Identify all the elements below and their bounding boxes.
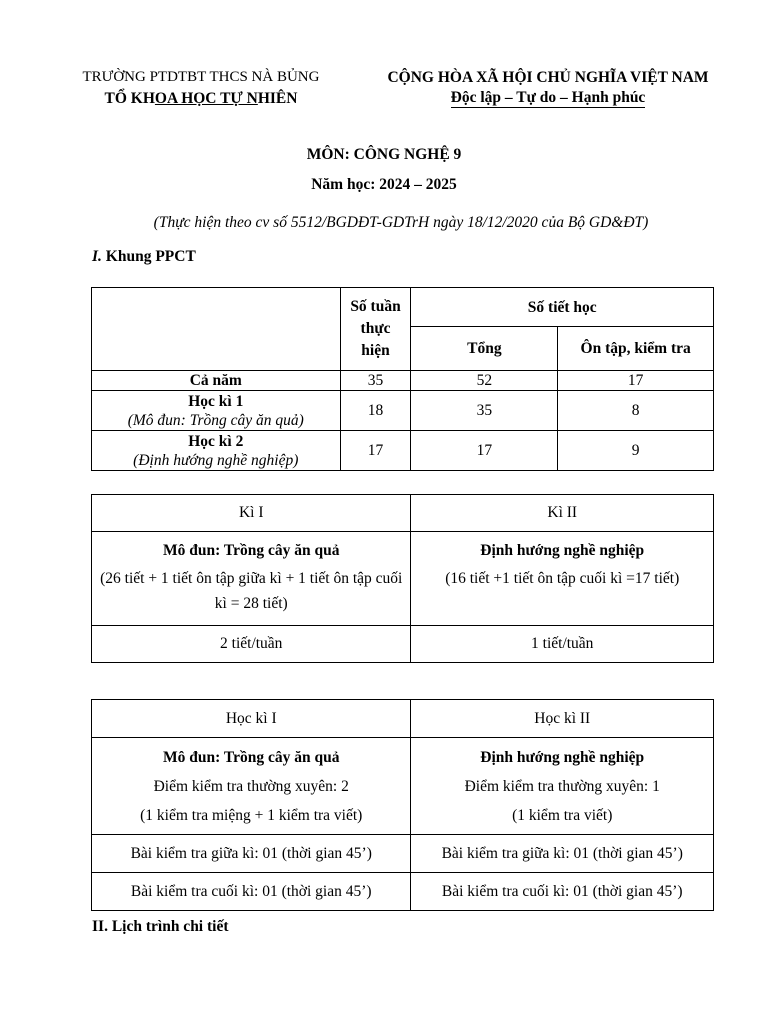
- cell-weeks: 18: [340, 391, 411, 431]
- term2-header: Kì II: [411, 495, 714, 532]
- term-schedule-table: [91, 494, 714, 663]
- semester1-regular-tests: Điểm kiểm tra thường xuyên: 2: [153, 777, 349, 795]
- semester1-regular-detail: (1 kiểm tra miệng + 1 kiểm tra viết): [140, 806, 363, 824]
- section-heading-schedule: II. Lịch trình chi tiết: [92, 918, 229, 935]
- semester2-header: Học kì II: [411, 700, 714, 738]
- term2-content: [411, 532, 714, 626]
- header-right: [362, 67, 734, 109]
- table-row: [92, 371, 714, 391]
- term1-header: Kì I: [92, 495, 411, 532]
- national-motto: Độc lập – Tự do – Hạnh phúc: [450, 89, 646, 106]
- col-weeks-header: Số tuần thực hiện: [340, 288, 411, 371]
- cell-total: 52: [411, 371, 558, 391]
- school-name: TRƯỜNG PTDTBT THCS NÀ BỦNG: [82, 69, 320, 85]
- subject-title: MÔN: CÔNG NGHỆ 9: [306, 146, 462, 163]
- term1-periods: (26 tiết + 1 tiết ôn tập giữa kì + 1 tiết ôn tập cuối kì = 28 tiết): [100, 570, 403, 612]
- row-sublabel: (Định hướng nghề nghiệp): [133, 451, 299, 469]
- semester1-module: Mô đun: Trồng cây ăn quả: [163, 748, 340, 766]
- term2-periods: (16 tiết +1 tiết ôn tập cuối kì =17 tiết): [445, 570, 680, 587]
- semester2-regular-detail: (1 kiểm tra viết): [512, 806, 613, 824]
- school-year: Năm học: 2024 – 2025: [311, 176, 457, 193]
- country-name: CỘNG HÒA XÃ HỘI CHỦ NGHĨA VIỆT NAM: [387, 69, 709, 86]
- semester2-midterm: Bài kiểm tra giữa kì: 01 (thời gian 45’): [411, 835, 714, 873]
- semester1-final: Bài kiểm tra cuối kì: 01 (thời gian 45’): [92, 873, 411, 911]
- term2-rate: 1 tiết/tuần: [411, 626, 714, 663]
- col-total-header: Tổng: [411, 327, 558, 371]
- cell-weeks: 17: [340, 431, 411, 471]
- row-sublabel: (Mô đun: Trồng cây ăn quả): [127, 411, 304, 429]
- term1-content: [92, 532, 411, 626]
- cell-review: 17: [558, 371, 714, 391]
- term1-module: Mô đun: Trồng cây ăn quả: [163, 542, 340, 559]
- reference-note: (Thực hiện theo cv số 5512/BGDĐT-GDTrH ngày 18/12/2020 của Bộ GD&ĐT): [153, 214, 649, 231]
- row-label: Học kì 2: [188, 432, 244, 450]
- cell-review: 9: [558, 431, 714, 471]
- cell-total: 35: [411, 391, 558, 431]
- semester2-final: Bài kiểm tra cuối kì: 01 (thời gian 45’): [411, 873, 714, 911]
- semester2-regular-tests: Điểm kiểm tra thường xuyên: 1: [464, 777, 660, 795]
- row-label: Cả năm: [92, 371, 341, 391]
- row-label: Học kì 1: [188, 392, 244, 410]
- semester1-assessment: [92, 738, 411, 835]
- header-left: [62, 67, 340, 109]
- table-corner-cell: [92, 288, 341, 371]
- cell-weeks: 35: [340, 371, 411, 391]
- semester1-header: Học kì I: [92, 700, 411, 738]
- row-label-cell: [92, 431, 341, 471]
- section-heading-framework: I. Khung PPCT: [92, 248, 196, 265]
- cell-total: 17: [411, 431, 558, 471]
- row-label-cell: [92, 391, 341, 431]
- framework-table: [91, 287, 714, 471]
- term2-module: Định hướng nghề nghiệp: [480, 542, 645, 559]
- table-row: [92, 391, 714, 431]
- col-review-header: Ôn tập, kiểm tra: [558, 327, 714, 371]
- semester2-module: Định hướng nghề nghiệp: [480, 748, 645, 766]
- assessment-table: [91, 699, 714, 911]
- term1-rate: 2 tiết/tuần: [92, 626, 411, 663]
- cell-review: 8: [558, 391, 714, 431]
- semester2-assessment: [411, 738, 714, 835]
- table-row: [92, 431, 714, 471]
- semester1-midterm: Bài kiểm tra giữa kì: 01 (thời gian 45’): [92, 835, 411, 873]
- department-name: TỔ KHOA HỌC TỰ NHIÊN: [104, 90, 298, 107]
- col-periods-header: Số tiết học: [411, 288, 714, 327]
